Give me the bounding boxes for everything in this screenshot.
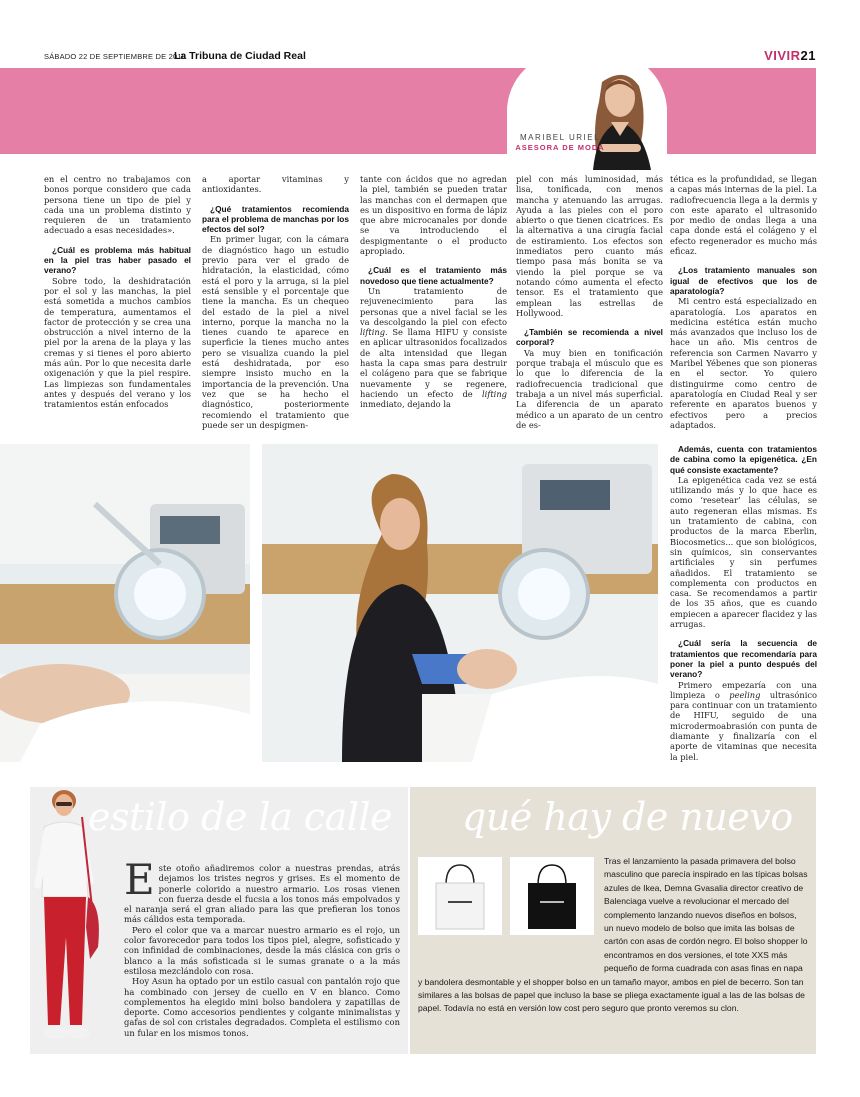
interview-question: ¿Qué tratamientos recomienda para el problema de manchas por los efectos del sol?	[202, 203, 349, 235]
column-4	[516, 174, 663, 430]
author-role: ASESORA DE MODA	[515, 143, 605, 152]
paragraph: piel con más luminosidad, más lisa, tonificada, con menos mancha y atenuando las arrugas. Ayuda a las pieles con el poro abierto o que tienen cicatrices. Es la alternativa a una cirugía facial de estiramiento. Los efectos son inmediatos pero cuanto más tiempo pasa más bonita se va viendo la piel porque se va notando cómo aumenta el efecto tensor. Es el tratamiento que emplean las estrellas de Hollywood.	[516, 174, 663, 318]
newspaper-name: La Tribuna de Ciudad Real	[174, 50, 306, 62]
paragraph: La epigenética cada vez se está utilizando más y lo que hace es como ‘resetear’ las células, se auto regeneran ellas mismas. Es un tratamiento de cabina, con productos de la marca Eberlin, Biocosmetics... que son biológicos, sin químicos, sin conservantes artificiales y sin perfumes añadidos. El tratamiento se complementa con productos en casa. Se recomendamos a partir de los 35 años, que es cuando empiecen a aparecer flacidez y las arrugas.	[670, 474, 817, 630]
estilo-box	[30, 787, 408, 1054]
interview-question: ¿Cuál es el tratamiento más novedoso que tiene actualmente?	[360, 265, 507, 286]
paragraph: a aportar vitaminas y antioxidantes.	[202, 174, 349, 195]
section-title	[764, 48, 816, 63]
paragraph	[360, 286, 507, 410]
clinic-photo-left	[0, 444, 250, 762]
column-5	[670, 174, 817, 430]
nuevo-paragraph: Tras el lanzamiento la pasada primavera del bolso masculino que parecía inspirado en las típicas bolsas azules de Ikea, Demna Gvasalia director creativo de Balenciaga vuelve a revolucionar el mercado del complemento lanzando nuevos diseños en bolsos, un nuevo modelo de bolso que imita las bolsas de cartón con asas de cordón negro. El bolso shopper lo encontramos en dos versiones, el tote XXS más pequeño de forma cuadrada con asas finas en napa y bandolera desmontable y el shopper bolso en un tamaño mayor, ambos en piel de becerro. Son tan similares a las bolsas de papel que incluso la base se pliega exactamente igual a las de las bolsas de papel. Todavía no está en versión low cost pero seguro que pronto veremos su clon.	[418, 856, 808, 1014]
paragraph: Pero el color que va a marcar nuestro armario es el rojo, un color favorecedor para todos los tipos piel, alegre, sofisticado y con infinidad de combinaciones, desde la más clásica con gris o blanco a la más sofisticada si le sumas granate o a la más estilosa mezclándolo con rosa.	[124, 924, 400, 976]
clinic-photo-treatment	[262, 444, 658, 762]
street-style-photo	[32, 787, 124, 1051]
text-run: Un tratamiento de rejuvenecimiento para las personas que a nivel facial se les va descolgando la piel con efecto	[360, 285, 507, 327]
column-1	[44, 174, 191, 410]
article-columns	[44, 174, 816, 430]
italic-term: peeling	[729, 689, 761, 700]
text-run: inmediato, dejando la	[360, 399, 451, 410]
interview-question: ¿Cuál sería la secuencia de tratamientos que recomendaría para poner la piel a punto después del verano?	[670, 638, 817, 680]
paragraph: tética es la profundidad, se llegan a capas más internas de la piel. La radiofrecuencia llega a la dermis y con este aparato el ultrasonido por medio de ondas llega a una capa donde está el colágeno y el efecto regenerador es mucho más eficaz.	[670, 174, 817, 257]
paragraph: En primer lugar, con la cámara de diagnóstico hago un estudio previo para ver el grado de hidratación, la elasticidad, cómo está el poro y la arruga, si la piel está sensible y el porcentaje que tiene la mancha. Es un chequeo del estado de la piel a nivel interno, porque la mancha no la tienes cuando te aparece en superficie la tienes mucho antes pero se visualiza cuando la piel está deshidratada, por eso siempre insisto mucho en la importancia de la prevención. Una vez que se ha hecho el diagnóstico, posteriormente recomiendo el tratamiento que puede ser un despigmen-	[202, 234, 349, 430]
estilo-article	[124, 855, 400, 1038]
nuevo-article	[418, 855, 808, 1016]
image-spacer	[418, 855, 604, 975]
paragraph: tante con ácidos que no agredan la piel, también se pueden tratar las manchas con el dermapen que es un dispositivo en forma de lápiz que abre microcanales por donde se va introduciendo el despigmentante o el producto apropiado.	[360, 174, 507, 257]
text-run: . Se llama HIFU y consiste en aplicar ultrasonidos focalizados de alta intensidad que llegan hasta la capa smas para destruir el colágeno para que se fabrique nuevamente y se regenere, haciendo un efecto de	[360, 327, 507, 399]
page-header	[44, 48, 816, 66]
text-run: Primero empezaría con una limpieza o	[670, 679, 817, 700]
interview-question: ¿También se recomienda a nivel corporal?	[516, 327, 663, 348]
pink-banner	[0, 68, 816, 154]
section-name: VIVIR	[764, 48, 801, 63]
nuevo-box	[410, 787, 816, 1054]
nuevo-title: qué hay de nuevo	[462, 795, 793, 839]
italic-term: lifting	[360, 327, 386, 338]
estilo-title: estilo de la calle	[88, 795, 393, 839]
paragraph	[670, 680, 817, 762]
text-run: ste otoño añadiremos color a nuestras prendas, atrás dejamos los tristes negros y grises. Es el momento de ponerle colorido a nuestro armario. Los rosas vienen con fuerza desde el fucsia a los tonos más empolvados y el naranja será el gran aliado para las que prefieran los tonos más cálidos esta temporada.	[124, 863, 400, 925]
author-byline	[510, 133, 610, 153]
drop-cap: E	[124, 855, 155, 904]
interview-question: ¿Cuál es problema más habitual en la piel tras haber pasado el verano?	[44, 244, 191, 276]
interview-question: ¿Los tratamiento manuales son igual de efectivos que los de aparatología?	[670, 265, 817, 296]
paragraph: Hoy Asun ha optado por un estilo casual con pantalón rojo que ha combinado con jersey de cuello en V en blanco. Como complementos ha elegido mini bolso bandolera y zapatillas de deporte. Como accesorios pendientes y colgante minimalistas y gafas de sol con cristales degradados. Completa el estilismo con un fular en los mismos tonos.	[124, 976, 400, 1038]
interview-question: Además, cuenta con tratamientos de cabina como la epigenética. ¿En qué consiste exactamente?	[670, 444, 817, 475]
right-column	[670, 444, 817, 762]
column-2	[202, 174, 349, 430]
author-name: MARIBEL URIEL	[519, 133, 601, 142]
text-run: ultrasónico para continuar con un tratamiento de HIFU, seguido de una microdermoabrasión con punta de diamante y finalizaría con el aporte de vitaminas que necesita la piel.	[670, 689, 817, 762]
paragraph: Mi centro está especializado en aparatología. Los aparatos en medicina estética están mucho más avanzados que incluso los de hace un año. Mis centros de referencia son Carmen Navarro y Maribel Yébenes que son pioneras en el sector. Yo quiero distinguirme como centro de aparatología en Ciudad Real y ser referente en aparatos buenos y efectivos pero a precios adaptados.	[670, 296, 817, 430]
issue-date: SÁBADO 22 DE SEPTIEMBRE DE 2018	[44, 52, 187, 61]
paragraph: en el centro no trabajamos con bonos porque considero que cada persona tiene un tipo de piel y cada una un problema distinto y requieren de un tratamiento adecuado a esas necesidades».	[44, 174, 191, 236]
paragraph: Va muy bien en tonificación porque trabaja el músculo que es lo que lo diferencia de la radiofrecuencia tradicional que trabaja a un nivel más superficial. La diferencia de un aparato médico a un aparato de un centro de es-	[516, 347, 663, 430]
bottom-features	[30, 787, 816, 1054]
page-number: 21	[800, 48, 816, 63]
column-3	[360, 174, 507, 410]
paragraph: Sobre todo, la deshidratación por el sol y las manchas, la piel está sometida a muchos cambios de temperatura, aumentamos el factor de protección y se crea una obstrucción a nivel interno de la piel por la arena de la playa y las cremas y si tienes el poro abierto más aún. Por lo que necesita darle oxigenación y que la piel respire. Las limpiezas son fundamentales antes y después del verano y los tratamientos están enfocados	[44, 275, 191, 410]
paragraph	[124, 855, 400, 925]
italic-term: lifting	[481, 388, 507, 399]
